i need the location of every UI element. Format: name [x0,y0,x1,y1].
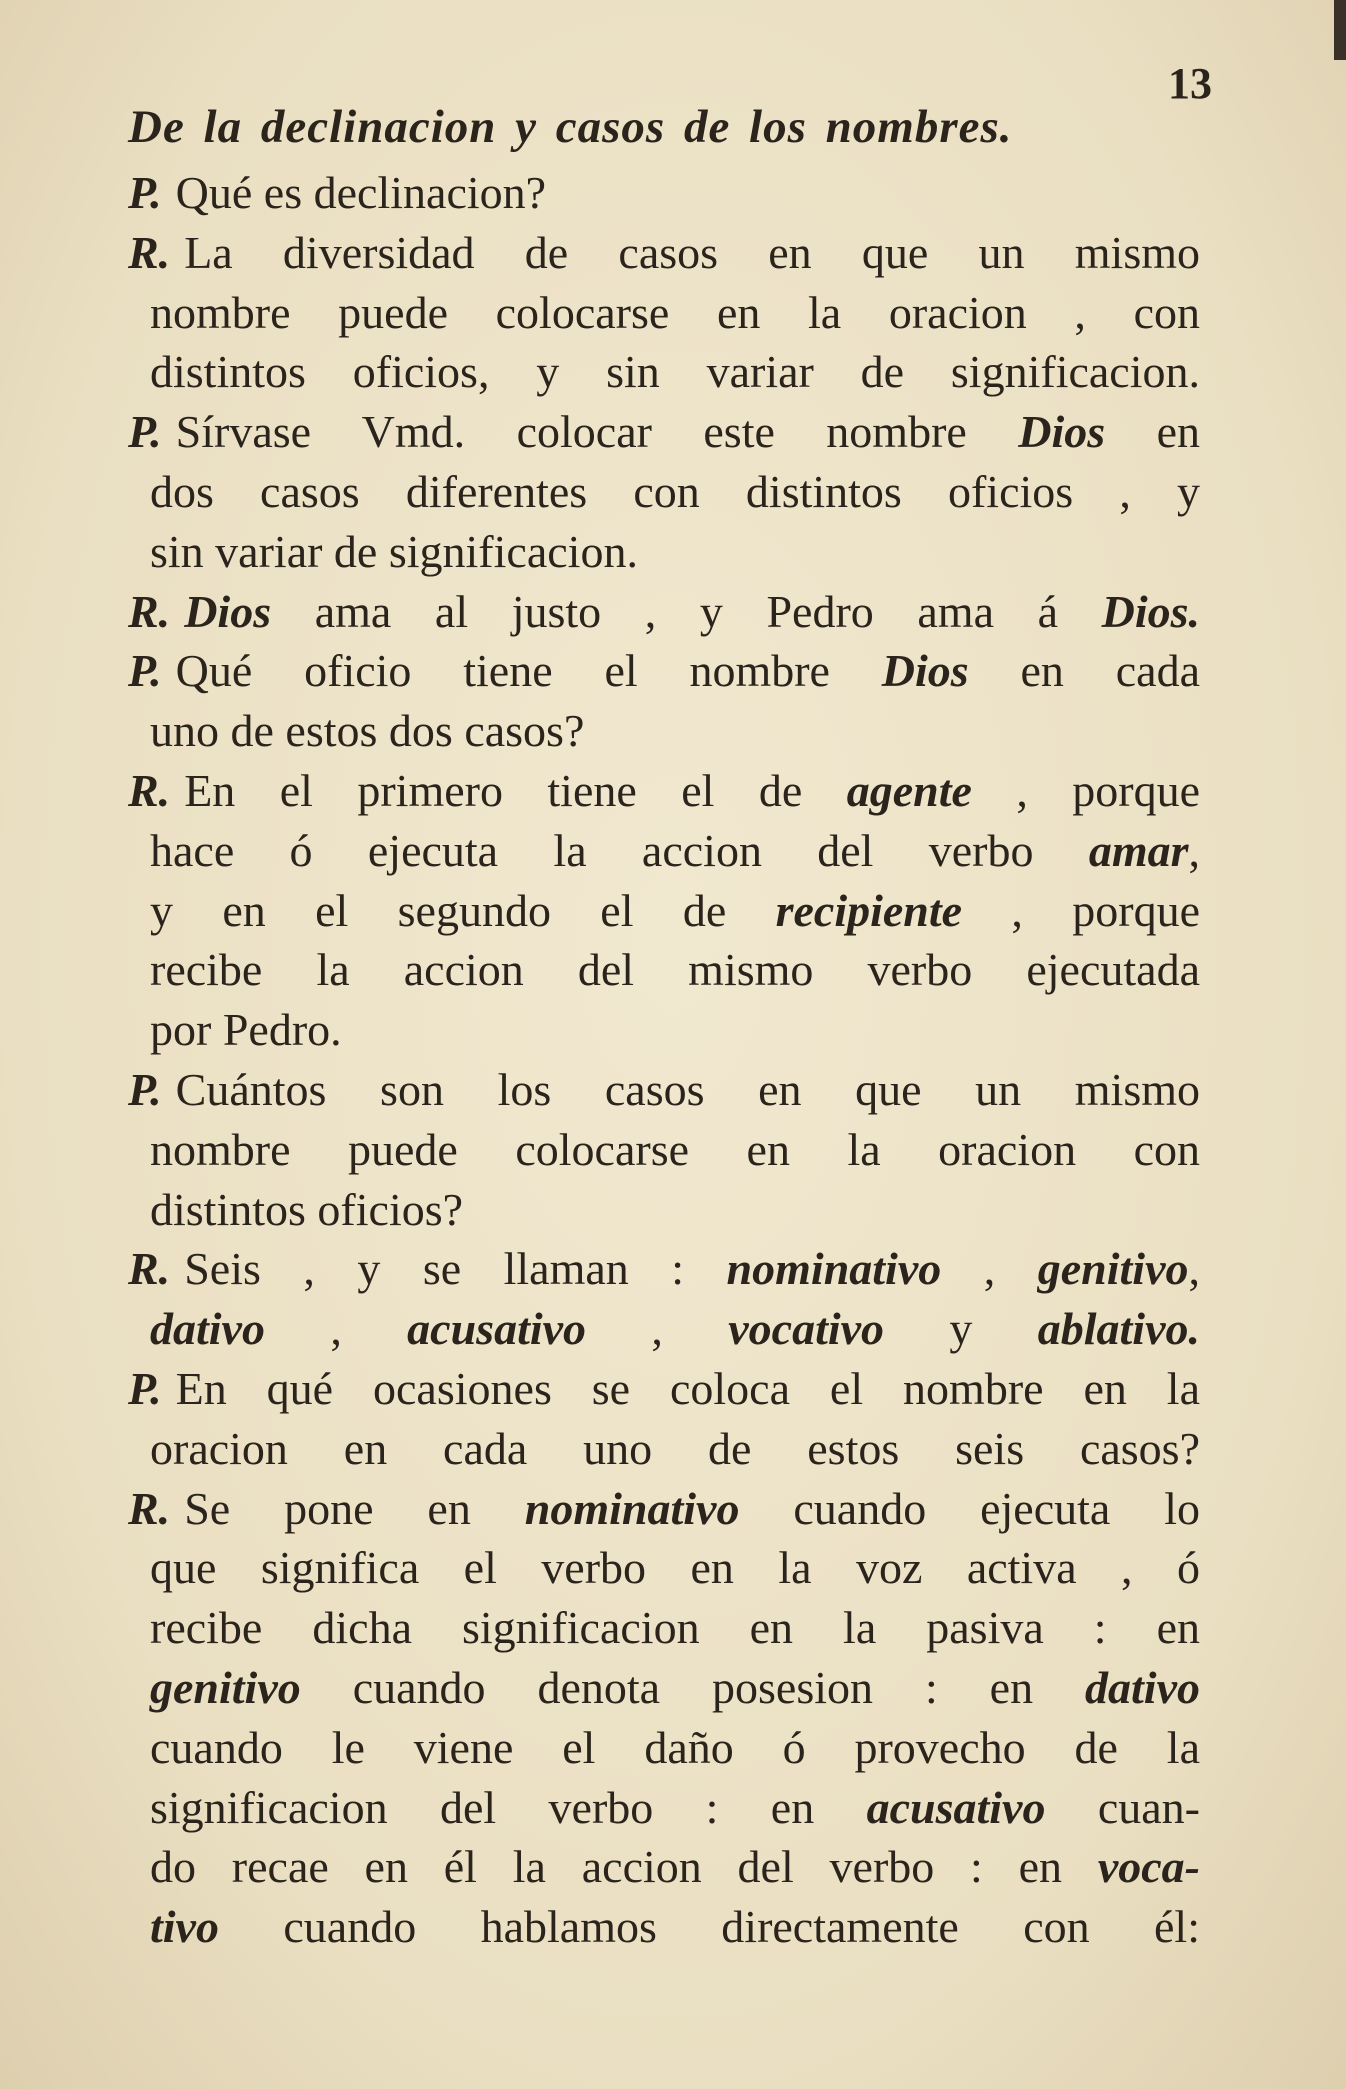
text-line [128,342,1200,402]
text-segment: cuando denota posesion : en [300,1661,1086,1713]
text-line [128,1598,1200,1658]
text-line [128,1000,1200,1060]
text-segment: recibe dicha significacion en la pasiva : en [150,1602,1200,1654]
text-segment: , porque [971,764,1200,816]
italic-term: dativo [150,1303,265,1355]
text-segment: cuan- [1045,1781,1200,1833]
italic-term: acusativo [407,1303,587,1355]
italic-term: acusativo [866,1781,1046,1833]
text-segment: nombre puede colocarse en la oracion , con [150,286,1200,338]
text-segment: que significa el verbo en la voz activa , ó [150,1542,1200,1594]
text-line [128,701,1200,761]
italic-term: ablativo. [1037,1303,1201,1355]
text-segment: y [884,1303,1038,1355]
page-edge-shadow [1334,0,1346,60]
text-line [128,582,1200,642]
text-segment: , [586,1303,729,1355]
text-segment: Cuántos son los casos en que un mismo [175,1063,1200,1115]
italic-term: genitivo [1037,1243,1189,1295]
text-segment: nombre puede colocarse en la oracion con [150,1123,1200,1175]
question-label: P. [128,167,162,218]
text-line [128,1419,1200,1479]
text-segment: por Pedro. [150,1004,342,1056]
text-segment: ama al justo , y Pedro ama á [271,585,1102,637]
answer-label: R. [128,1243,171,1295]
text-segment: en cada [968,645,1201,697]
italic-term: Dios [1018,406,1106,458]
text-line [128,1060,1200,1120]
text-line [128,1897,1200,1957]
text-segment: La diversidad de casos en que un mismo [184,226,1200,278]
text-line [128,881,1200,941]
text-segment: distintos oficios? [150,1183,464,1235]
text-line [128,283,1200,343]
text-segment: hace ó ejecuta la accion del verbo [150,824,1089,876]
text-segment: sin variar de significacion. [150,525,638,577]
text-line [128,761,1200,821]
text-segment: en [1105,406,1200,458]
text-segment: recibe la accion del mismo verbo ejecutada [150,944,1200,996]
text-segment: cuando hablamos directamente con él: [218,1901,1200,1953]
italic-term: agente [846,764,972,816]
text-line [128,1718,1200,1778]
italic-term: tivo [150,1901,219,1953]
italic-term: vocativo [728,1303,885,1355]
answer-label: R. [128,1482,171,1534]
section-heading: De la declinacion y casos de los nombres. [128,101,1013,153]
text-line [128,1359,1200,1419]
text-segment: , [1188,1243,1200,1295]
text-line [128,940,1200,1000]
italic-term: Dios. [1101,585,1200,637]
text-segment: cuando ejecuta lo [739,1482,1200,1534]
question-label: P. [128,406,162,458]
italic-term: recipiente [775,884,963,936]
text-line [128,402,1200,462]
text-segment: Qué oficio tiene el nombre [175,645,882,697]
text-segment: Se pone en [184,1482,525,1534]
text-line [128,1837,1200,1897]
italic-term: Dios [184,585,272,637]
text-segment: significacion del verbo : en [150,1781,867,1833]
text-segment: distintos oficios, y sin variar de significacion. [150,346,1200,398]
text-line [128,1120,1200,1180]
italic-term: amar [1088,824,1189,876]
text-segment: , [1188,824,1200,876]
text-segment: Qué es declinacion? [175,167,547,218]
text-segment: En el primero tiene el de [184,764,847,816]
text-line [128,223,1200,283]
text-segment: oracion en cada uno de estos seis casos? [150,1422,1200,1474]
page-body-text [128,163,1200,1957]
italic-term: nominativo [524,1482,740,1534]
text-segment: uno de estos dos casos? [150,705,585,757]
text-line [128,1778,1200,1838]
question-label: P. [128,1362,162,1414]
text-line [128,163,1200,223]
question-label: P. [128,645,162,697]
text-line [128,1299,1200,1359]
italic-term: Dios [881,645,969,697]
answer-label: R. [128,764,171,816]
text-line [128,1538,1200,1598]
page-number: 13 [1168,59,1212,108]
answer-label: R. [128,585,171,637]
italic-term: dativo [1085,1661,1200,1713]
answer-label: R. [128,226,171,278]
text-line [128,462,1200,522]
text-segment: dos casos diferentes con distintos oficios , y [150,465,1200,517]
text-line [128,821,1200,881]
text-segment: En qué ocasiones se coloca el nombre en la [175,1362,1200,1414]
text-line [128,522,1200,582]
text-segment: cuando le viene el daño ó provecho de la [150,1721,1200,1773]
text-segment: , [264,1303,408,1355]
text-segment: Seis , y se llaman : [184,1243,727,1295]
italic-term: genitivo [150,1661,301,1713]
text-line [128,1658,1200,1718]
text-segment: , [941,1243,1038,1295]
text-segment: do recae en él la accion del verbo : en [150,1841,1098,1893]
text-line [128,1479,1200,1539]
text-segment: Sírvase Vmd. colocar este nombre [175,406,1019,458]
italic-term: nominativo [726,1243,942,1295]
text-line [128,1239,1200,1299]
italic-term: voca- [1097,1841,1200,1893]
text-line [128,1180,1200,1240]
text-line [128,641,1200,701]
question-label: P. [128,1063,162,1115]
text-segment: , porque [962,884,1200,936]
text-segment: y en el segundo el de [150,884,776,936]
